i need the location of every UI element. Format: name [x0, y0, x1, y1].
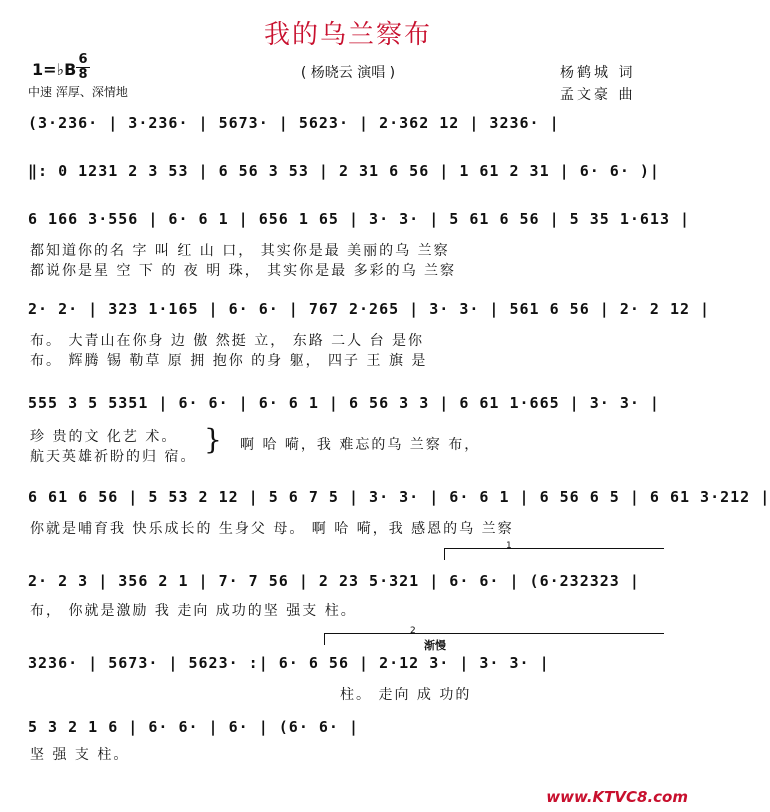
volta-1-number: 1 — [506, 541, 512, 551]
volta-2-line — [324, 633, 664, 634]
lyric-row-8: 柱。 走向 成 功的 — [340, 687, 472, 703]
score-row-1: (3·236· | 3·236· | 5673· | 5623· | 2·362 12 | 3236· | — [28, 114, 560, 132]
volta-2-number: 2 — [410, 626, 416, 636]
score-row-2: ‖: 0 1231 2 3 53 | 6 56 3 53 | 2 31 6 56 | 1 61 2 31 | 6· 6· )| — [28, 162, 660, 180]
score-row-4: 2· 2· | 323 1·165 | 6· 6· | 767 2·265 | 3· 3· | 561 6 56 | 2· 2 12 | — [28, 300, 711, 318]
score-row-5: 555 3 5 5351 | 6· 6· | 6· 6 1 | 6 56 3 3 | 6 61 1·665 | 3· 3· | — [28, 394, 660, 412]
song-title: 我的乌兰察布 — [263, 20, 432, 50]
score-row-8: 3236· | 5673· | 5623· :| 6· 6 56 | 2·12 3· | 3· 3· | — [28, 654, 550, 672]
lyric-row-7: 布， 你就是激励 我 走向 成功的坚 强支 柱。 — [30, 603, 357, 619]
score-row-3: 6 166 3·556 | 6· 6 1 | 656 1 65 | 3· 3· | 5 61 6 56 | 5 35 1·613 | — [28, 210, 691, 228]
tempo-marking: 中速 浑厚、深情地 — [28, 85, 128, 99]
lyric-row-5-verse-2: 航天英雄祈盼的归 宿。 — [30, 449, 197, 465]
score-row-9: 5 3 2 1 6 | 6· 6· | 6· | (6· 6· | — [28, 718, 360, 736]
score-row-7: 2· 2 3 | 356 2 1 | 7· 7 56 | 2 23 5·321 | 6· 6· | (6·232323 | — [28, 572, 640, 590]
meter-bottom: 8 — [76, 67, 90, 82]
lyric-row-6: 你就是哺育我 快乐成长的 生身父 母。 啊 哈 嗬，我 感恩的乌 兰察 — [30, 521, 514, 537]
meter-top: 6 — [78, 52, 88, 67]
lyric-row-5-common: 啊 哈 嗬，我 难忘的乌 兰察 布， — [240, 437, 481, 453]
lyric-row-3-verse-2: 都说你是星 空 下 的 夜 明 珠， 其实你是最 多彩的乌 兰察 — [30, 263, 457, 279]
singer-credit: ( 杨晓云 演唱 ) — [300, 65, 396, 81]
lyric-row-4-verse-1: 布。 大青山在你身 边 傲 然挺 立， 东路 二人 台 是你 — [30, 333, 425, 349]
volta-1-hook — [444, 548, 445, 560]
watermark-logo: www.KTVC8.com — [546, 788, 688, 806]
lyric-row-5-verse-1: 珍 贵的文 化艺 术。 — [30, 429, 178, 445]
composer-credit: 孟文豪 曲 — [560, 87, 636, 103]
lyric-row-9: 坚 强 支 柱。 — [30, 747, 130, 763]
key-signature: 1=♭B — [32, 60, 77, 79]
volta-2-hook — [324, 633, 325, 645]
lyricist-credit: 杨鹤城 词 — [560, 65, 636, 81]
lyric-row-3-verse-1: 都知道你的名 字 叫 红 山 口， 其实你是最 美丽的乌 兰察 — [30, 243, 450, 259]
tempo-rit: 渐慢 — [424, 639, 446, 652]
score-row-6: 6 61 6 56 | 5 53 2 12 | 5 6 7 5 | 3· 3· | 6· 6 1 | 6 56 6 5 | 6 61 3·212 | — [28, 488, 770, 506]
verse-brace: } — [204, 423, 222, 456]
volta-1-line — [444, 548, 664, 549]
lyric-row-4-verse-2: 布。 辉腾 锡 勒草 原 拥 抱你 的身 躯， 四子 王 旗 是 — [30, 353, 428, 369]
time-signature — [76, 53, 90, 82]
